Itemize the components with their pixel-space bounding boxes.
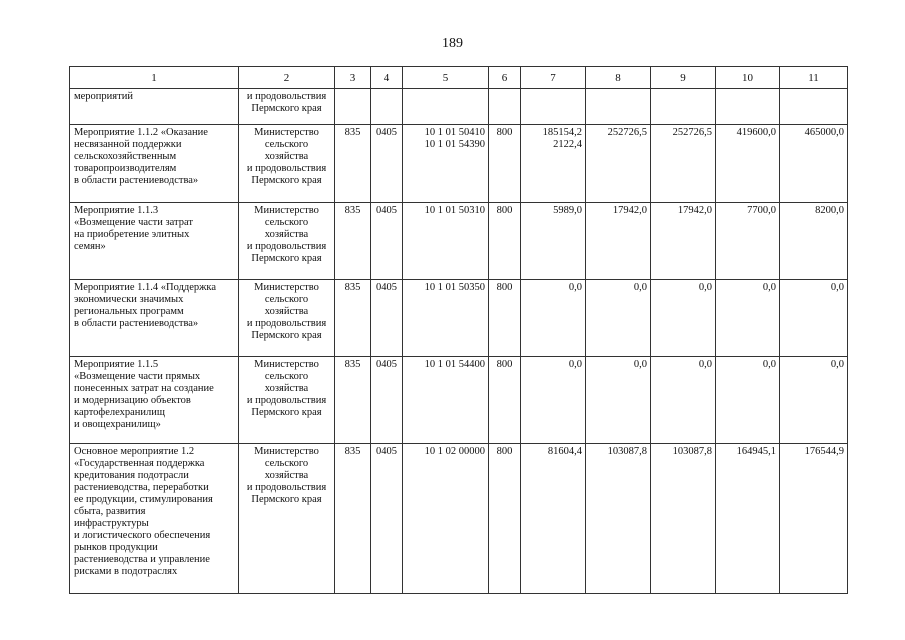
header-row — [70, 67, 848, 89]
value-cell — [716, 89, 780, 125]
measure-name-cell: Основное мероприятие 1.2 «Государственная поддержка кредитования подотрасли растениеводства, переработки ее продукции, стимулирования сбыта, развития инфраструктуры и логистического обеспечения рынков продукции растениеводства и управление рисками в подотраслях — [70, 444, 239, 594]
value-cell: 252726,5 — [586, 125, 651, 203]
vr-cell: 800 — [489, 357, 521, 444]
executor-cell: Министерство сельского хозяйства и продовольствия Пермского края — [239, 125, 335, 203]
value-cell: 5989,0 — [521, 203, 586, 280]
measure-name-cell: Мероприятие 1.1.4 «Поддержка экономически значимых региональных программ в области растениеводства» — [70, 280, 239, 357]
rzpr-cell: 0405 — [371, 280, 403, 357]
grbs-cell: 835 — [335, 444, 371, 594]
executor-cell: и продовольствия Пермского края — [239, 89, 335, 125]
rzpr-cell: 0405 — [371, 203, 403, 280]
value-cell: 0,0 — [521, 280, 586, 357]
measure-name-cell: Мероприятие 1.1.5 «Возмещение части прямых понесенных затрат на создание и модернизацию объектов картофелехранилищ и овощехранилищ» — [70, 357, 239, 444]
table-row — [70, 89, 848, 125]
value-cell — [780, 89, 848, 125]
table-row — [70, 125, 848, 203]
value-cell: 0,0 — [651, 280, 716, 357]
value-cell: 0,0 — [651, 357, 716, 444]
measure-name-cell: мероприятий — [70, 89, 239, 125]
executor-cell: Министерство сельского хозяйства и продовольствия Пермского края — [239, 280, 335, 357]
vr-cell — [489, 89, 521, 125]
measure-name-cell: Мероприятие 1.1.3 «Возмещение части затрат на приобретение элитных семян» — [70, 203, 239, 280]
csr-cell: 10 1 02 00000 — [403, 444, 489, 594]
column-header: 8 — [586, 67, 651, 89]
grbs-cell: 835 — [335, 125, 371, 203]
page-number: 189 — [442, 36, 463, 51]
executor-cell: Министерство сельского хозяйства и продовольствия Пермского края — [239, 203, 335, 280]
table-row — [70, 203, 848, 280]
csr-cell — [403, 89, 489, 125]
value-cell: 0,0 — [780, 357, 848, 444]
column-header: 7 — [521, 67, 586, 89]
value-cell: 17942,0 — [586, 203, 651, 280]
value-cell: 17942,0 — [651, 203, 716, 280]
vr-cell: 800 — [489, 280, 521, 357]
value-cell: 103087,8 — [586, 444, 651, 594]
value-cell: 185154,2 2122,4 — [521, 125, 586, 203]
executor-cell: Министерство сельского хозяйства и продовольствия Пермского края — [239, 357, 335, 444]
value-cell — [651, 89, 716, 125]
value-cell: 0,0 — [716, 280, 780, 357]
value-cell: 0,0 — [716, 357, 780, 444]
column-header: 4 — [371, 67, 403, 89]
column-header: 1 — [70, 67, 239, 89]
value-cell: 0,0 — [586, 280, 651, 357]
value-cell: 465000,0 — [780, 125, 848, 203]
table-row — [70, 357, 848, 444]
table-row — [70, 280, 848, 357]
grbs-cell: 835 — [335, 203, 371, 280]
vr-cell: 800 — [489, 203, 521, 280]
column-header: 6 — [489, 67, 521, 89]
value-cell: 7700,0 — [716, 203, 780, 280]
column-header: 2 — [239, 67, 335, 89]
rzpr-cell — [371, 89, 403, 125]
table-row — [70, 444, 848, 594]
value-cell: 0,0 — [521, 357, 586, 444]
value-cell: 419600,0 — [716, 125, 780, 203]
rzpr-cell: 0405 — [371, 125, 403, 203]
rzpr-cell: 0405 — [371, 444, 403, 594]
column-header: 10 — [716, 67, 780, 89]
value-cell: 0,0 — [780, 280, 848, 357]
value-cell: 8200,0 — [780, 203, 848, 280]
vr-cell: 800 — [489, 125, 521, 203]
value-cell: 252726,5 — [651, 125, 716, 203]
value-cell: 81604,4 — [521, 444, 586, 594]
grbs-cell: 835 — [335, 280, 371, 357]
value-cell — [586, 89, 651, 125]
value-cell: 164945,1 — [716, 444, 780, 594]
csr-cell: 10 1 01 50410 10 1 01 54390 — [403, 125, 489, 203]
value-cell: 103087,8 — [651, 444, 716, 594]
column-header: 3 — [335, 67, 371, 89]
column-header: 11 — [780, 67, 848, 89]
rzpr-cell: 0405 — [371, 357, 403, 444]
value-cell — [521, 89, 586, 125]
executor-cell: Министерство сельского хозяйства и продовольствия Пермского края — [239, 444, 335, 594]
csr-cell: 10 1 01 54400 — [403, 357, 489, 444]
vr-cell: 800 — [489, 444, 521, 594]
value-cell: 176544,9 — [780, 444, 848, 594]
column-header: 5 — [403, 67, 489, 89]
csr-cell: 10 1 01 50350 — [403, 280, 489, 357]
measure-name-cell: Мероприятие 1.1.2 «Оказание несвязанной поддержки сельскохозяйственным товаропроизводителям в области растениеводства» — [70, 125, 239, 203]
csr-cell: 10 1 01 50310 — [403, 203, 489, 280]
column-header: 9 — [651, 67, 716, 89]
value-cell: 0,0 — [586, 357, 651, 444]
budget-table — [69, 66, 848, 594]
grbs-cell — [335, 89, 371, 125]
grbs-cell: 835 — [335, 357, 371, 444]
